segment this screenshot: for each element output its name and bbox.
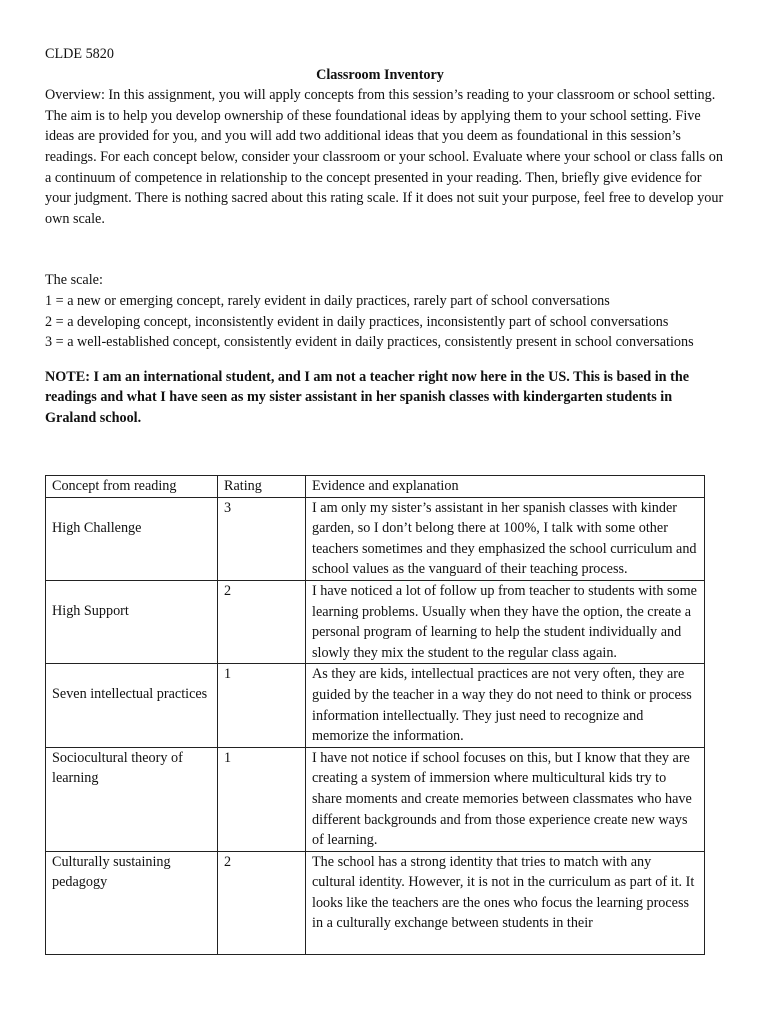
rating-cell: 2 [218, 580, 306, 663]
evidence-cell: I have noticed a lot of follow up from teacher to students with some learning problems. Usually when they have the option, the create a personal program of learning to help the student individually and slowly they mix the student to the regular class again. [306, 580, 705, 663]
scale-item-3: 3 = a well-established concept, consistently evident in daily practices, consistently present in school conversations [45, 334, 694, 351]
table-row [46, 664, 705, 747]
header-evidence: Evidence and explanation [306, 476, 705, 498]
concept-cell: Seven intellectual practices [46, 664, 218, 747]
course-code: CLDE 5820 [45, 46, 114, 62]
table-header-row [46, 476, 705, 498]
note-paragraph: NOTE: I am an international student, and I am not a teacher right now here in the US. This is based in the readings and what I have seen as my sister assistant in her spanish classes with kindergarten students in Graland school. [45, 368, 690, 426]
table-row [46, 747, 705, 851]
scale-heading: The scale: [45, 272, 103, 289]
header-rating: Rating [218, 476, 306, 498]
rating-cell: 1 [218, 664, 306, 747]
document-page [45, 44, 725, 429]
table-row [46, 580, 705, 663]
scale-item-2: 2 = a developing concept, inconsistently evident in daily practices, inconsistently part of school conversations [45, 313, 669, 330]
evidence-cell: As they are kids, intellectual practices are not very often, they are guided by the teacher in a way they do not need to think or process information intellectually. They just need to recognize and memorize the information. [306, 664, 705, 747]
header-concept: Concept from reading [46, 476, 218, 498]
evidence-cell: The school has a strong identity that tries to match with any cultural identity. However, it is not in the curriculum as part of it. It looks like the teachers are the ones who focus the learning process in a culturally exchange between students in their [306, 851, 705, 954]
concept-cell: Sociocultural theory of learning [46, 747, 218, 851]
table-row [46, 497, 705, 580]
concept-cell: High Support [46, 580, 218, 663]
rating-cell: 1 [218, 747, 306, 851]
spacer [45, 229, 725, 270]
concept-cell: Culturally sustaining pedagogy [46, 851, 218, 954]
rating-cell: 2 [218, 851, 306, 954]
rating-cell: 3 [218, 497, 306, 580]
concept-table [45, 475, 705, 955]
scale-item-1: 1 = a new or emerging concept, rarely evident in daily practices, rarely part of school conversations [45, 292, 610, 309]
evidence-cell: I have not notice if school focuses on this, but I know that they are creating a system of immersion where multicultural kids try to share moments and create memories between classmates who have different backgrounds and from those experience create new ways of learning. [306, 747, 705, 851]
overview-paragraph: Overview: In this assignment, you will apply concepts from this session’s reading to your classroom or school setting. The aim is to help you develop ownership of these foundational ideas by applying them to your school setting. Five ideas are provided for you, and you will add two additional ideas that you deem as foundational in this session’s readings. For each concept below, consider your classroom or your school. Evaluate where your school or class falls on a continuum of competence in relationship to the concept presented in your reading. Then, briefly give evidence for your judgment. There is nothing sacred about this rating scale. If it does not suit your purpose, feel free to develop your own scale. [45, 87, 724, 227]
table-row [46, 851, 705, 954]
concept-cell: High Challenge [46, 497, 218, 580]
evidence-cell: I am only my sister’s assistant in her spanish classes with kinder garden, so I don’t belong there at 100%, I talk with some other teachers sometimes and they emphasized the school curriculum and school values as the vanguard of their teaching process. [306, 497, 705, 580]
document-title: Classroom Inventory [316, 66, 444, 83]
